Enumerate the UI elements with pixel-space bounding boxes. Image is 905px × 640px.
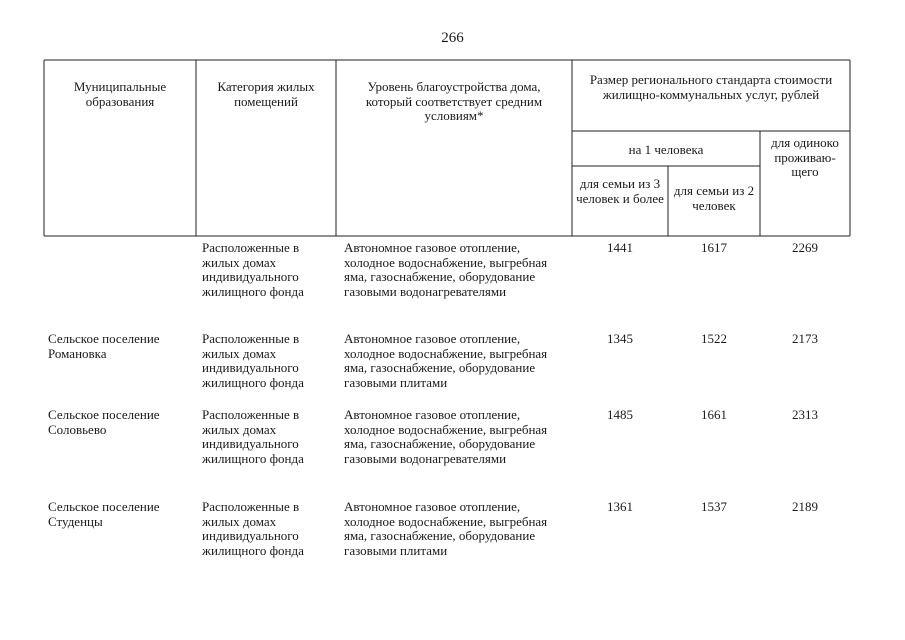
page-number: 266 <box>441 30 464 46</box>
header-per-person: на 1 человека <box>628 142 704 157</box>
header-single: для одиноко проживаю-щего <box>771 135 839 179</box>
row-amenity-level: Автономное газовое отопление, холодное водоснабжение, выгребная яма, газоснабжение, оборудование газовыми плитами <box>344 331 548 390</box>
header-category: Категория жилых помещений <box>217 79 315 109</box>
row-single-value: 2173 <box>792 331 818 346</box>
row-single-value: 2313 <box>792 407 818 422</box>
row-single-value: 2269 <box>792 240 818 255</box>
row-single-value: 2189 <box>792 499 818 514</box>
row-amenity-level: Автономное газовое отопление, холодное водоснабжение, выгребная яма, газоснабжение, оборудование газовыми водонагревателями <box>344 407 548 466</box>
header-amenity-level: Уровень благоустройства дома, который соответствует средним условиям* <box>365 79 543 123</box>
row-municipality: Сельское поселение Романовка <box>48 331 160 361</box>
row-municipality: Сельское поселение Студенцы <box>48 499 160 529</box>
row-family-2-value: 1617 <box>701 240 727 255</box>
header-family-2: для семьи из 2 человек <box>673 183 755 213</box>
row-family-3-value: 1345 <box>607 331 633 346</box>
row-amenity-level: Автономное газовое отопление, холодное водоснабжение, выгребная яма, газоснабжение, оборудование газовыми водонагревателями <box>344 240 548 299</box>
row-category: Расположенные в жилых домах индивидуального жилищного фонда <box>202 499 304 558</box>
header-family-3: для семьи из 3 человек и более <box>576 176 664 206</box>
row-category: Расположенные в жилых домах индивидуального жилищного фонда <box>202 407 304 466</box>
row-family-2-value: 1522 <box>701 331 727 346</box>
row-category: Расположенные в жилых домах индивидуального жилищного фонда <box>202 331 304 390</box>
row-category: Расположенные в жилых домах индивидуального жилищного фонда <box>202 240 304 299</box>
row-family-3-value: 1485 <box>607 407 633 422</box>
row-amenity-level: Автономное газовое отопление, холодное водоснабжение, выгребная яма, газоснабжение, оборудование газовыми плитами <box>344 499 548 558</box>
row-family-2-value: 1661 <box>701 407 727 422</box>
row-family-3-value: 1361 <box>607 499 633 514</box>
header-standard-size: Размер регионального стандарта стоимости жилищно-коммунальных услуг, рублей <box>589 72 833 102</box>
row-family-2-value: 1537 <box>701 499 727 514</box>
row-municipality: Сельское поселение Соловьево <box>48 407 160 437</box>
header-municipality: Муниципальные образования <box>73 79 167 109</box>
row-family-3-value: 1441 <box>607 240 633 255</box>
